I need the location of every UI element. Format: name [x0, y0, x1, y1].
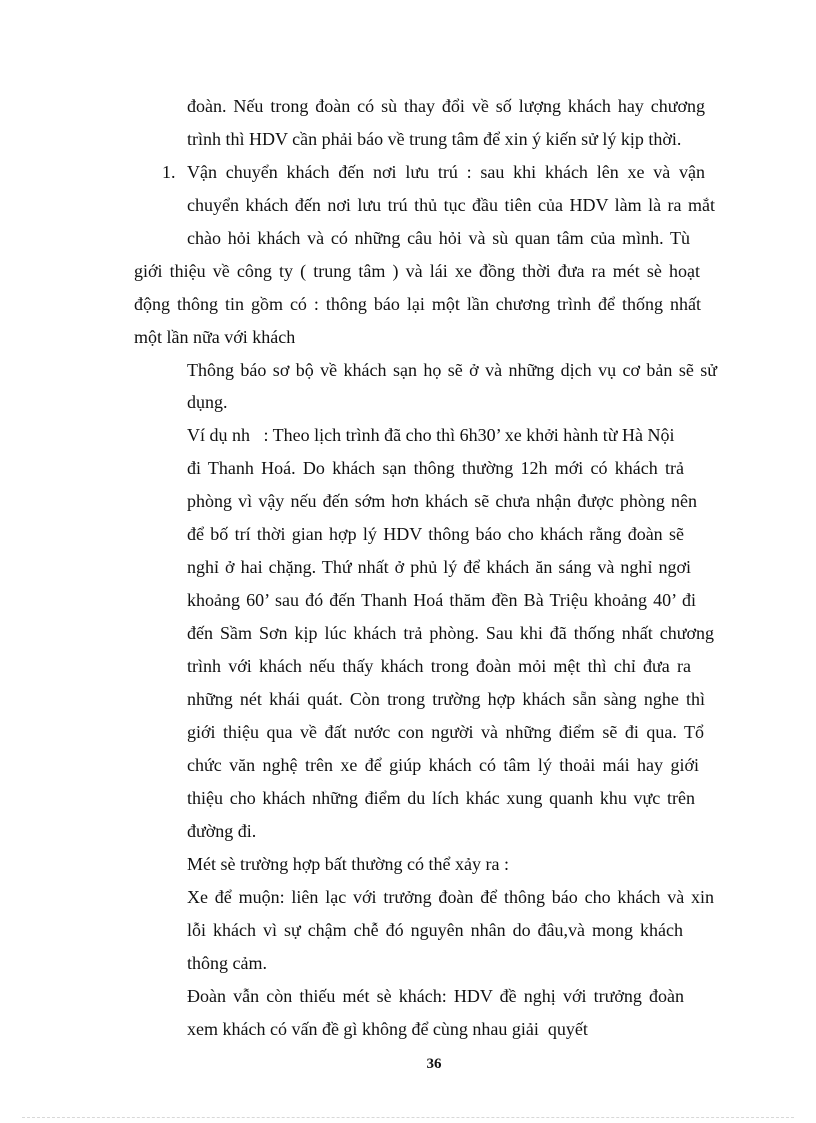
text-line: Mét sè trường hợp bất thường có thể xảy ra :	[187, 854, 509, 874]
page-number: 36	[426, 1056, 442, 1072]
text-line: chuyển khách đến nơi lưu trú thủ tục đầu tiên của HDV làm là ra mắt	[187, 195, 715, 215]
text-line: Xe để muộn: liên lạc với trưởng đoàn để thông báo cho khách và xin	[187, 887, 714, 907]
text-line: Vận chuyển khách đến nơi lưu trú : sau khi khách lên xe và vận	[187, 162, 705, 182]
text-line: thiệu cho khách những điểm du lích khác xung quanh khu vực trên	[187, 788, 695, 808]
text-line: lỗi khách vì sự chậm chễ đó nguyên nhân do đâu,và mong khách	[187, 920, 683, 940]
text-line: Ví dụ nh : Theo lịch trình đã cho thì 6h30’ xe khởi hành từ Hà Nội	[187, 425, 675, 445]
text-line: những nét khái quát. Còn trong trường hợp khách sẵn sàng nghe thì	[187, 689, 705, 709]
text-line: xem khách có vấn đề gì không để cùng nhau giải quyết	[187, 1019, 588, 1039]
text-line: động thông tin gồm có : thông báo lại một lần chương trình để thống nhất	[134, 294, 701, 314]
page-bottom-rule	[22, 1117, 794, 1118]
text-line: khoảng 60’ sau đó đến Thanh Hoá thăm đền Bà Triệu khoảng 40’ đi	[187, 590, 696, 610]
text-line: chức văn nghệ trên xe để giúp khách có tâm lý thoải mái hay giới	[187, 755, 699, 775]
text-line: nghỉ ở hai chặng. Thứ nhất ở phủ lý để khách ăn sáng và nghỉ ngơi	[187, 557, 691, 577]
text-line: trình với khách nếu thấy khách trong đoàn mỏi mệt thì chỉ đưa ra	[187, 656, 691, 676]
text-line: đường đi.	[187, 821, 257, 841]
text-line: dụng.	[187, 392, 228, 412]
text-line: để bố trí thời gian hợp lý HDV thông báo cho khách rằng đoàn sẽ	[187, 524, 684, 544]
text-line: một lần nữa với khách	[134, 327, 296, 347]
text-line: phòng vì vậy nếu đến sớm hơn khách sẽ chưa nhận được phòng nên	[187, 491, 697, 511]
text-line: đi Thanh Hoá. Do khách sạn thông thường 12h mới có khách trả	[187, 458, 684, 478]
text-line: Thông báo sơ bộ về khách sạn họ sẽ ở và những dịch vụ cơ bản sẽ sử	[187, 360, 717, 380]
text-line: giới thiệu về công ty ( trung tâm ) và lái xe đồng thời đưa ra mét sè hoạt	[134, 261, 700, 281]
list-number: 1.	[162, 162, 176, 182]
text-line: trình thì HDV cần phải báo về trung tâm để xin ý kiến sử lý kịp thời.	[187, 129, 682, 149]
text-line: thông cảm.	[187, 953, 267, 973]
text-line: đoàn. Nếu trong đoàn có sù thay đổi về số lượng khách hay chương	[187, 96, 705, 116]
text-line: đến Sầm Sơn kịp lúc khách trả phòng. Sau khi đã thống nhất chương	[187, 623, 714, 643]
text-line: chào hỏi khách và có những câu hỏi và sù quan tâm của mình. Tù	[187, 228, 690, 248]
text-line: Đoàn vẫn còn thiếu mét sè khách: HDV đề nghị với trưởng đoàn	[187, 986, 684, 1006]
text-line: giới thiệu qua về đất nước con người và những điểm sẽ đi qua. Tổ	[187, 722, 704, 742]
